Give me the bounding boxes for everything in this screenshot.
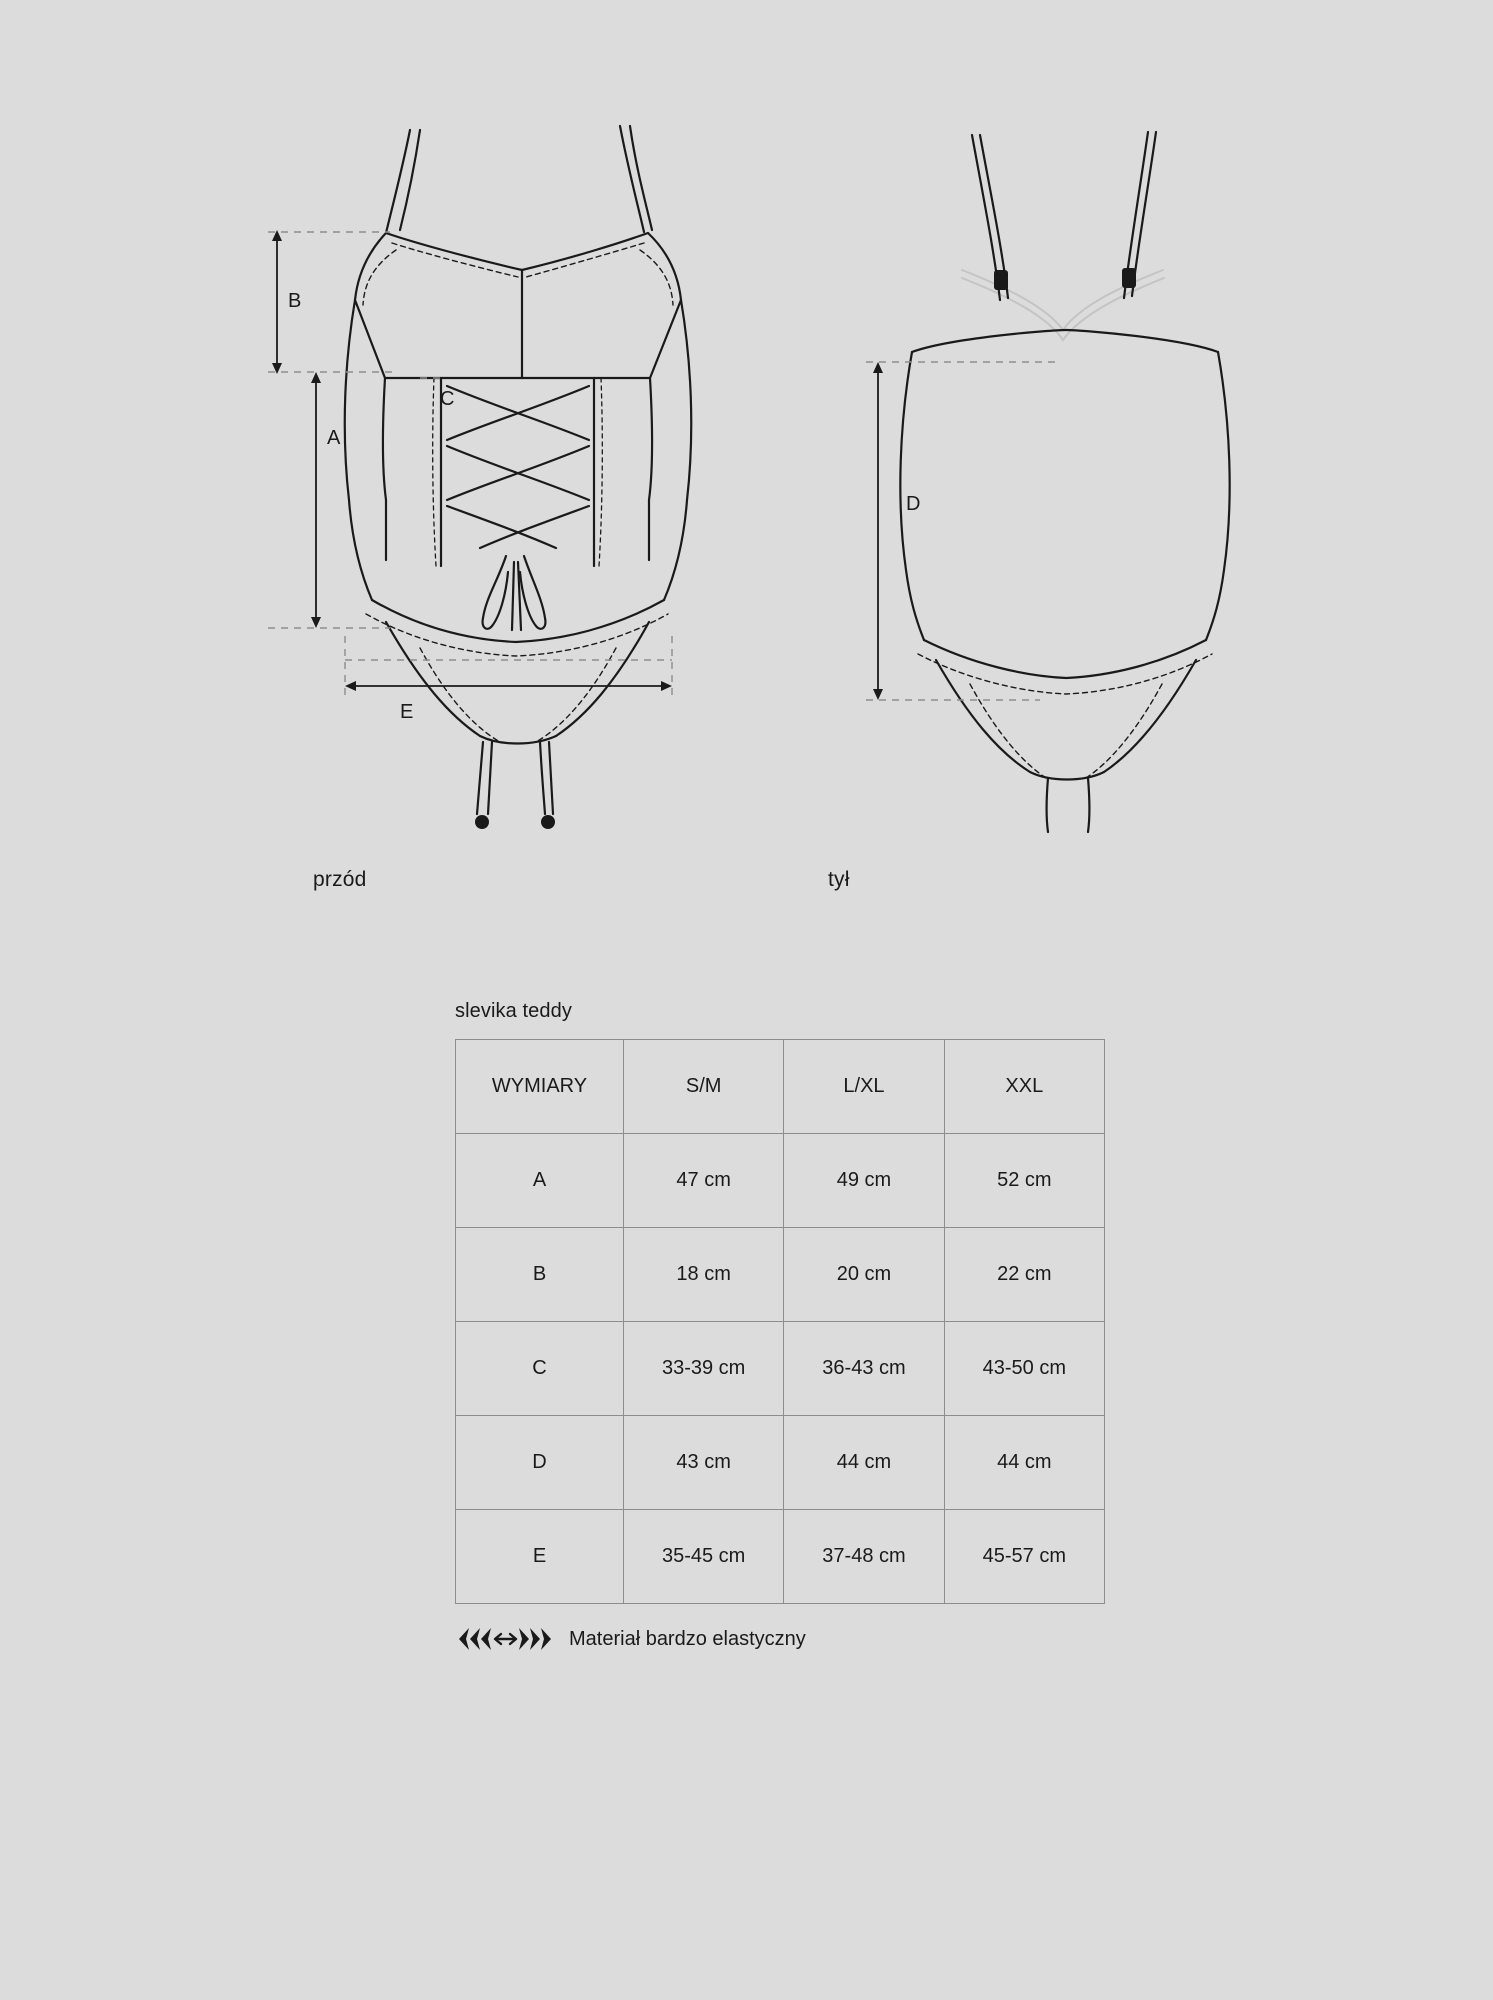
elasticity-note-text: Materiał bardzo elastyczny (569, 1627, 806, 1650)
table-cell-sm: 43 cm (624, 1416, 784, 1510)
size-table (455, 1039, 1105, 1604)
table-row (456, 1228, 1105, 1322)
garment-diagrams (0, 0, 1493, 891)
table-cell-sm: 18 cm (624, 1228, 784, 1322)
table-header-cell: XXL (944, 1040, 1104, 1134)
table-header-cell: WYMIARY (456, 1040, 624, 1134)
front-garter-clasps (475, 815, 555, 829)
elasticity-note (455, 1626, 1105, 1652)
back-view-caption: tył (828, 868, 850, 891)
product-name: slevika teddy (455, 1000, 572, 1022)
table-cell-lxl: 44 cm (784, 1416, 944, 1510)
table-cell-measure: A (456, 1134, 624, 1228)
table-cell-measure: E (456, 1510, 624, 1604)
front-measure-guides (268, 232, 672, 700)
table-cell-measure: C (456, 1322, 624, 1416)
front-label-B: B (288, 290, 302, 312)
table-cell-sm: 33-39 cm (624, 1322, 784, 1416)
table-cell-xxl: 22 cm (944, 1228, 1104, 1322)
table-cell-lxl: 20 cm (784, 1228, 944, 1322)
table-cell-xxl: 43-50 cm (944, 1322, 1104, 1416)
front-label-C: C (440, 388, 455, 410)
table-cell-lxl: 37-48 cm (784, 1510, 944, 1604)
table-header-row (456, 1040, 1105, 1134)
front-view-caption: przód (313, 868, 367, 891)
front-measure-arrows (272, 230, 672, 691)
front-garment-drawing (345, 126, 692, 814)
size-table-block (455, 1000, 1105, 1652)
back-measure-guides (866, 362, 1060, 700)
front-label-A: A (327, 427, 341, 449)
table-cell-measure: D (456, 1416, 624, 1510)
table-cell-xxl: 44 cm (944, 1416, 1104, 1510)
back-measure-arrows (873, 362, 883, 700)
table-cell-xxl: 52 cm (944, 1134, 1104, 1228)
front-label-E: E (400, 701, 414, 723)
table-cell-lxl: 49 cm (784, 1134, 944, 1228)
table-cell-sm: 47 cm (624, 1134, 784, 1228)
table-header-cell: S/M (624, 1040, 784, 1134)
table-row (456, 1510, 1105, 1604)
table-row (456, 1322, 1105, 1416)
table-cell-xxl: 45-57 cm (944, 1510, 1104, 1604)
table-row (456, 1416, 1105, 1510)
table-cell-measure: B (456, 1228, 624, 1322)
table-header-cell: L/XL (784, 1040, 944, 1134)
stretch-arrow-icon (455, 1626, 555, 1652)
diagram-svg (0, 0, 1493, 880)
table-row (456, 1134, 1105, 1228)
table-cell-lxl: 36-43 cm (784, 1322, 944, 1416)
back-garment-drawing (900, 132, 1229, 832)
back-label-D: D (906, 493, 921, 515)
table-cell-sm: 35-45 cm (624, 1510, 784, 1604)
